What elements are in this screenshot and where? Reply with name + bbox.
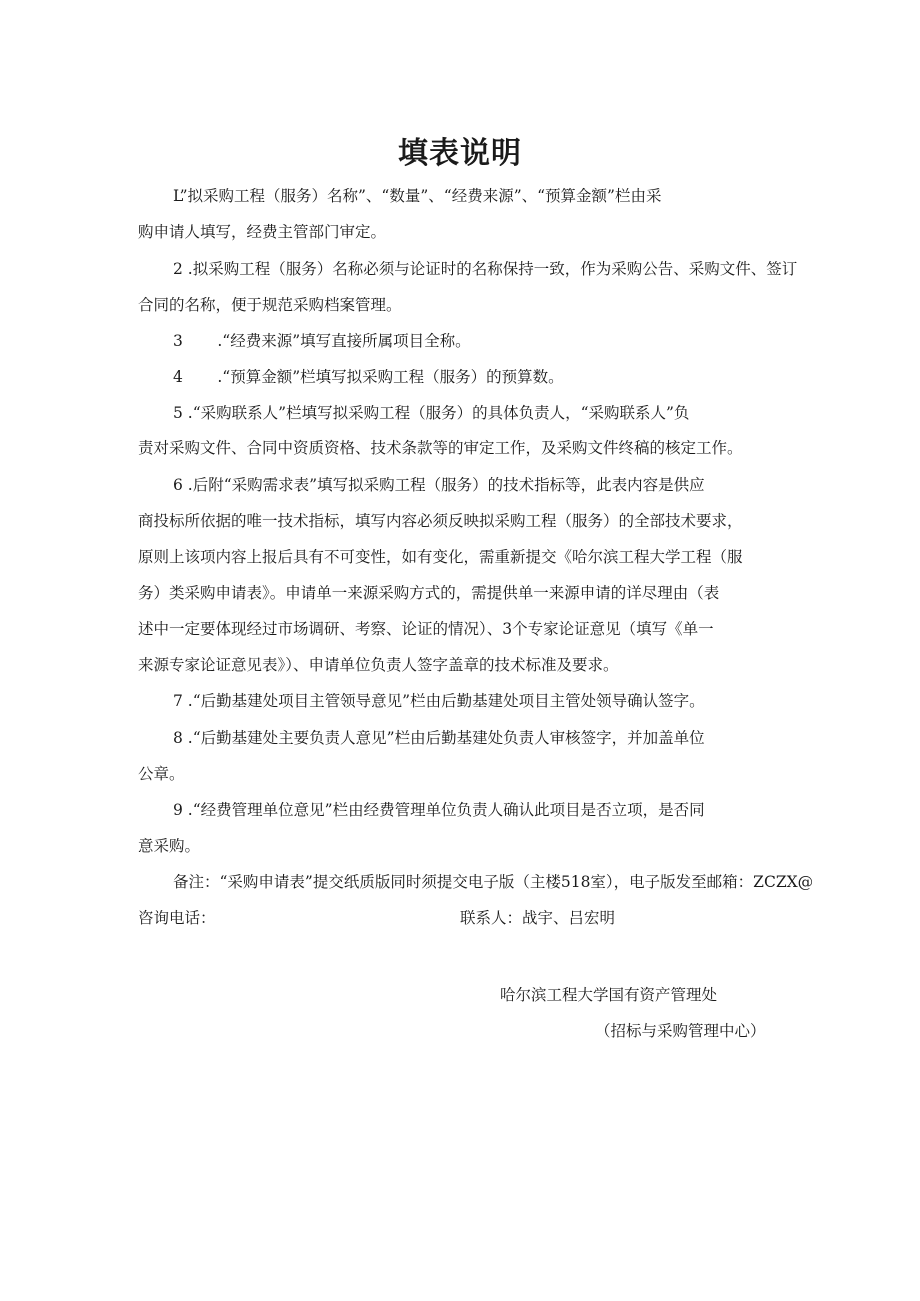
note-7: 7 .“后勤基建处项目主管领导意见”栏由后勤基建处项目主管处领导确认签字。 <box>173 692 705 710</box>
remark-line: 备注：“采购申请表”提交纸质版同时须提交电子版（主楼518室），电子版发至邮箱：ZCZX@ <box>173 873 814 891</box>
issuer-name: 哈尔滨工程大学国有资产管理处 <box>500 986 718 1004</box>
note-2-line-1: 2 .拟采购工程（服务）名称必须与论证时的名称保持一致，作为采购公告、采购文件、签订 <box>173 260 798 278</box>
note-6-line-1: 6 .后附“采购需求表”填写拟采购工程（服务）的技术指标等，此表内容是供应 <box>173 476 705 494</box>
note-9-line-2: 意采购。 <box>138 837 201 855</box>
note-8-line-1: 8 .“后勤基建处主要负责人意见”栏由后勤基建处负责人审核签字，并加盖单位 <box>173 729 705 747</box>
issuer-subname: （招标与采购管理中心） <box>595 1022 766 1040</box>
note-1-line-2: 购申请人填写，经费主管部门审定。 <box>138 223 387 241</box>
note-5-line-2: 责对采购文件、合同中资质资格、技术条款等的审定工作，及采购文件终稿的核定工作。 <box>138 439 743 457</box>
note-6-line-2: 商投标所依据的唯一技术指标，填写内容必须反映拟采购工程（服务）的全部技术要求， <box>138 512 743 530</box>
note-5-line-1: 5 .“采购联系人”栏填写拟采购工程（服务）的具体负责人，“采购联系人”负 <box>173 404 690 422</box>
page-title: 填表说明 <box>398 136 522 171</box>
note-2-line-2: 合同的名称，便于规范采购档案管理。 <box>138 296 402 314</box>
phone-label: 咨询电话： <box>138 909 216 927</box>
contact-person: 联系人：战宇、吕宏明 <box>460 909 616 927</box>
note-6-line-4: 务）类采购申请表》。申请单一来源采购方式的，需提供单一来源申请的详尽理由（表 <box>138 584 720 602</box>
note-6-line-6: 来源专家论证意见表》）、申请单位负责人签字盖章的技术标准及要求。 <box>138 656 619 674</box>
note-6-line-3: 原则上该项内容上报后具有不可变性，如有变化，需重新提交《哈尔滨工程大学工程（服 <box>138 548 743 566</box>
note-1-line-1: L”拟采购工程（服务）名称”、“数量”、“经费来源”、“预算金额”栏由采 <box>173 187 662 205</box>
note-8-line-2: 公章。 <box>138 765 185 783</box>
note-6-line-5: 述中一定要体现经过市场调研、考察、论证的情况）、3个专家论证意见（填写《单一 <box>138 620 714 638</box>
note-4: 4 .“预算金额”栏填写拟采购工程（服务）的预算数。 <box>173 368 564 386</box>
note-9-line-1: 9 .“经费管理单位意见”栏由经费管理单位负责人确认此项目是否立项，是否同 <box>173 801 705 819</box>
note-3: 3 .“经费来源”填写直接所属项目全称。 <box>173 332 471 350</box>
